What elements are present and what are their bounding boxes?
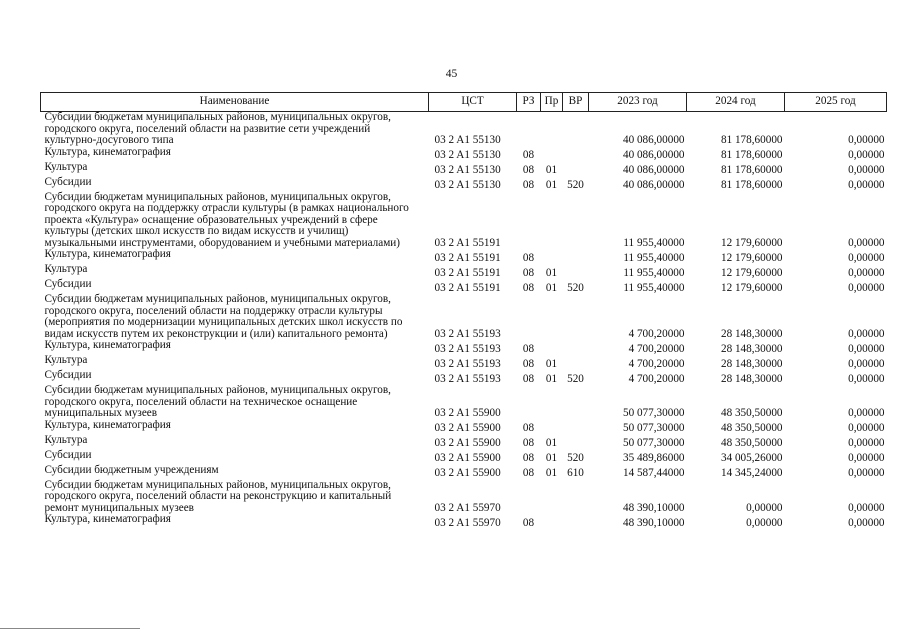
table-row [41,355,887,370]
cell-cst: 03 2 A1 55900 [434,437,501,449]
cell-2023: 48 390,10000 [622,501,685,514]
cell-vr [563,355,589,370]
footer-rule [0,628,140,629]
cell-name: Культура, кинематография [44,339,171,351]
cell-pr: 01 [545,164,558,176]
header-rz: РЗ [517,93,541,112]
cell-vr: 520 [567,372,584,385]
cell-pr: 01 [545,281,558,294]
cell-pr [541,249,563,264]
cell-2025: 0,00000 [848,422,885,434]
cell-vr: 610 [567,467,584,479]
cell-2024: 0,00000 [746,501,783,514]
cell-name: Субсидии бюджетам муниципальных районов, муниципальных округов, городского округа, поселений области на техническое оснащение муниципальных музеев [44,384,391,419]
cell-2025: 0,00000 [848,467,885,479]
cell-pr: 01 [545,266,558,279]
cell-2024: 12 179,60000 [720,251,783,264]
cell-cst: 03 2 A1 55193 [434,342,501,355]
cell-2023: 14 587,44000 [622,467,685,479]
cell-rz: 08 [522,422,535,434]
cell-2025: 0,00000 [848,179,885,191]
cell-vr [563,340,589,355]
cell-pr: 01 [545,452,558,464]
cell-name: Культура, кинематография [44,418,171,431]
cell-vr [563,162,589,177]
cell-name: Культура [44,160,88,173]
cell-vr: 520 [567,281,584,294]
cell-2024: 28 148,30000 [720,357,783,370]
cell-name: Культура, кинематография [44,248,171,260]
cell-2024: 12 179,60000 [720,266,783,279]
cell-2023: 4 700,20000 [628,327,685,340]
cell-vr: 520 [567,179,584,191]
cell-2024: 81 178,60000 [720,134,783,146]
cell-pr: 01 [545,179,558,191]
cell-vr [563,294,589,340]
table-row [41,370,887,385]
cell-rz: 08 [522,179,535,191]
cell-vr [563,147,589,162]
cell-name: Культура, кинематография [44,513,171,525]
cell-2023: 50 077,30000 [622,437,685,449]
cell-2024: 48 350,50000 [720,437,783,449]
table-row [41,480,887,515]
cell-2025: 0,00000 [848,437,885,449]
cell-pr [541,514,563,529]
cell-pr: 01 [545,437,558,449]
cell-pr [541,294,563,340]
cell-name: Субсидии бюджетам муниципальных районов, муниципальных округов, городского округа на поддержку отрасли культуры (в рамках национального проекта «Культура» оснащение образовательных учреждений в сфере культуры (детских школ искусств по видам искусств и училищ) музыкальными инструментами, оборудованием и учебными материалами) [44,190,409,249]
cell-cst: 03 2 A1 55130 [434,164,501,176]
cell-2025: 0,00000 [848,149,885,161]
cell-name: Культура [44,354,88,366]
cell-rz [517,294,541,340]
cell-rz [517,480,541,515]
cell-rz: 08 [522,149,535,161]
table-row [41,112,887,147]
table-row [41,514,887,529]
header-pr: Пр [541,93,563,112]
cell-name: Субсидии [44,175,92,188]
cell-2025: 0,00000 [848,281,885,294]
table-body [41,112,887,530]
cell-cst: 03 2 A1 55130 [434,134,501,146]
cell-2025: 0,00000 [848,516,885,529]
cell-2025: 0,00000 [848,452,885,464]
cell-2025: 0,00000 [848,372,885,385]
cell-vr: 520 [567,452,584,464]
cell-rz [517,385,541,420]
cell-2023: 4 700,20000 [628,372,685,385]
table-row [41,249,887,264]
cell-2025: 0,00000 [848,342,885,355]
cell-rz [517,192,541,250]
cell-vr [563,420,589,435]
cell-rz: 08 [522,516,535,529]
cell-pr: 01 [545,357,558,370]
cell-name: Субсидии бюджетам муниципальных районов, муниципальных округов, городского округа, поселений области на реконструкцию и капитальный ремонт муниципальных музеев [44,478,392,514]
table-row [41,294,887,340]
cell-rz: 08 [522,372,535,385]
cell-rz: 08 [522,467,535,479]
cell-vr [563,514,589,529]
cell-rz: 08 [522,357,535,370]
cell-rz: 08 [522,266,535,279]
cell-vr [563,435,589,450]
cell-pr [541,112,563,147]
cell-cst: 03 2 A1 55191 [434,251,501,264]
cell-vr [563,264,589,279]
cell-2023: 40 086,00000 [622,179,685,191]
cell-2023: 40 086,00000 [622,164,685,176]
cell-2024: 81 178,60000 [720,149,783,161]
cell-2024: 12 179,60000 [720,281,783,294]
cell-rz: 08 [522,437,535,449]
cell-name: Субсидии бюджетным учреждениям [44,463,219,476]
cell-cst: 03 2 A1 55191 [434,281,501,294]
cell-2023: 48 390,10000 [622,516,685,529]
table-row [41,450,887,465]
cell-cst: 03 2 A1 55970 [434,516,501,529]
cell-rz: 08 [522,452,535,464]
cell-pr [541,340,563,355]
cell-vr [563,385,589,420]
cell-name: Субсидии бюджетам муниципальных районов, муниципальных округов, городского округа, поселений области на развитие сети учреждений культурно-досугового типа [44,111,391,146]
cell-cst: 03 2 A1 55193 [434,357,501,370]
cell-2023: 40 086,00000 [622,134,685,146]
cell-name: Культура, кинематография [44,145,171,158]
header-2024: 2024 год [687,93,785,112]
cell-2024: 28 148,30000 [720,372,783,385]
cell-vr [563,112,589,147]
table-row [41,340,887,355]
table-row [41,264,887,279]
cell-2023: 35 489,86000 [622,452,685,464]
cell-2023: 11 955,40000 [623,236,685,249]
cell-name: Культура [44,433,88,446]
cell-cst: 03 2 A1 55130 [434,149,501,161]
cell-pr [541,480,563,515]
cell-cst: 03 2 A1 55970 [434,501,501,514]
cell-2023: 50 077,30000 [622,422,685,434]
table-row [41,435,887,450]
cell-cst: 03 2 A1 55900 [434,452,501,464]
cell-cst: 03 2 A1 55900 [434,407,501,419]
cell-2025: 0,00000 [848,501,885,514]
cell-2023: 11 955,40000 [623,266,685,279]
cell-rz: 08 [522,281,535,294]
cell-2025: 0,00000 [848,327,885,340]
cell-pr [541,192,563,250]
cell-cst: 03 2 A1 55900 [434,467,501,479]
cell-cst: 03 2 A1 55191 [434,266,501,279]
cell-name: Субсидии [44,278,92,290]
page-number: 45 [445,68,458,80]
cell-rz: 08 [522,342,535,355]
cell-pr: 01 [545,372,558,385]
cell-2024: 48 350,50000 [720,422,783,434]
cell-2024: 48 350,50000 [720,407,783,419]
cell-2023: 11 955,40000 [623,251,685,264]
cell-2023: 11 955,40000 [623,281,685,294]
cell-cst: 03 2 A1 55193 [434,372,501,385]
cell-2024: 12 179,60000 [720,236,783,249]
cell-cst: 03 2 A1 55191 [434,236,501,249]
cell-2023: 50 077,30000 [622,407,685,419]
table-row [41,147,887,162]
cell-2025: 0,00000 [848,236,885,249]
cell-pr [541,147,563,162]
cell-2025: 0,00000 [848,134,885,146]
header-cst: ЦСТ [429,93,517,112]
cell-name: Субсидии бюджетам муниципальных районов, муниципальных округов, городского округа, поселений области на поддержку отрасли культуры (мероприятия по модернизации муниципальных детских школ искусств по видам искусств путем их реконструкции и (или) капитального ремонта) [44,293,403,340]
cell-rz: 08 [522,251,535,264]
cell-2024: 81 178,60000 [720,179,783,191]
cell-2025: 0,00000 [848,251,885,264]
cell-pr: 01 [545,467,558,479]
cell-2024: 28 148,30000 [720,342,783,355]
cell-2024: 0,00000 [746,516,783,529]
table-row [41,420,887,435]
table-row [41,177,887,192]
cell-2025: 0,00000 [848,266,885,279]
cell-vr [563,192,589,250]
cell-cst: 03 2 A1 55900 [434,422,501,434]
cell-vr [563,480,589,515]
cell-2025: 0,00000 [848,407,885,419]
table-header [41,93,887,112]
cell-vr [563,249,589,264]
table-row [41,385,887,420]
cell-cst: 03 2 A1 55193 [434,327,501,340]
cell-2024: 81 178,60000 [720,164,783,176]
table-row [41,279,887,294]
table-row [41,162,887,177]
budget-table [40,92,887,529]
header-2023: 2023 год [589,93,687,112]
cell-name: Культура [44,263,88,275]
cell-rz [517,112,541,147]
cell-pr [541,385,563,420]
cell-2025: 0,00000 [848,164,885,176]
cell-pr [541,420,563,435]
cell-2023: 40 086,00000 [622,149,685,161]
cell-2023: 4 700,20000 [628,357,685,370]
cell-name: Субсидии [44,448,92,461]
cell-2024: 34 005,26000 [720,452,783,464]
header-2025: 2025 год [785,93,887,112]
cell-name: Субсидии [44,369,92,381]
cell-cst: 03 2 A1 55130 [434,179,501,191]
table-row [41,192,887,250]
table-row [41,465,887,480]
cell-2024: 14 345,24000 [720,467,783,479]
cell-2024: 28 148,30000 [720,327,783,340]
cell-rz: 08 [522,164,535,176]
cell-2023: 4 700,20000 [628,342,685,355]
cell-2025: 0,00000 [848,357,885,370]
header-name: Наименование [41,93,429,112]
header-vr: ВР [563,93,589,112]
